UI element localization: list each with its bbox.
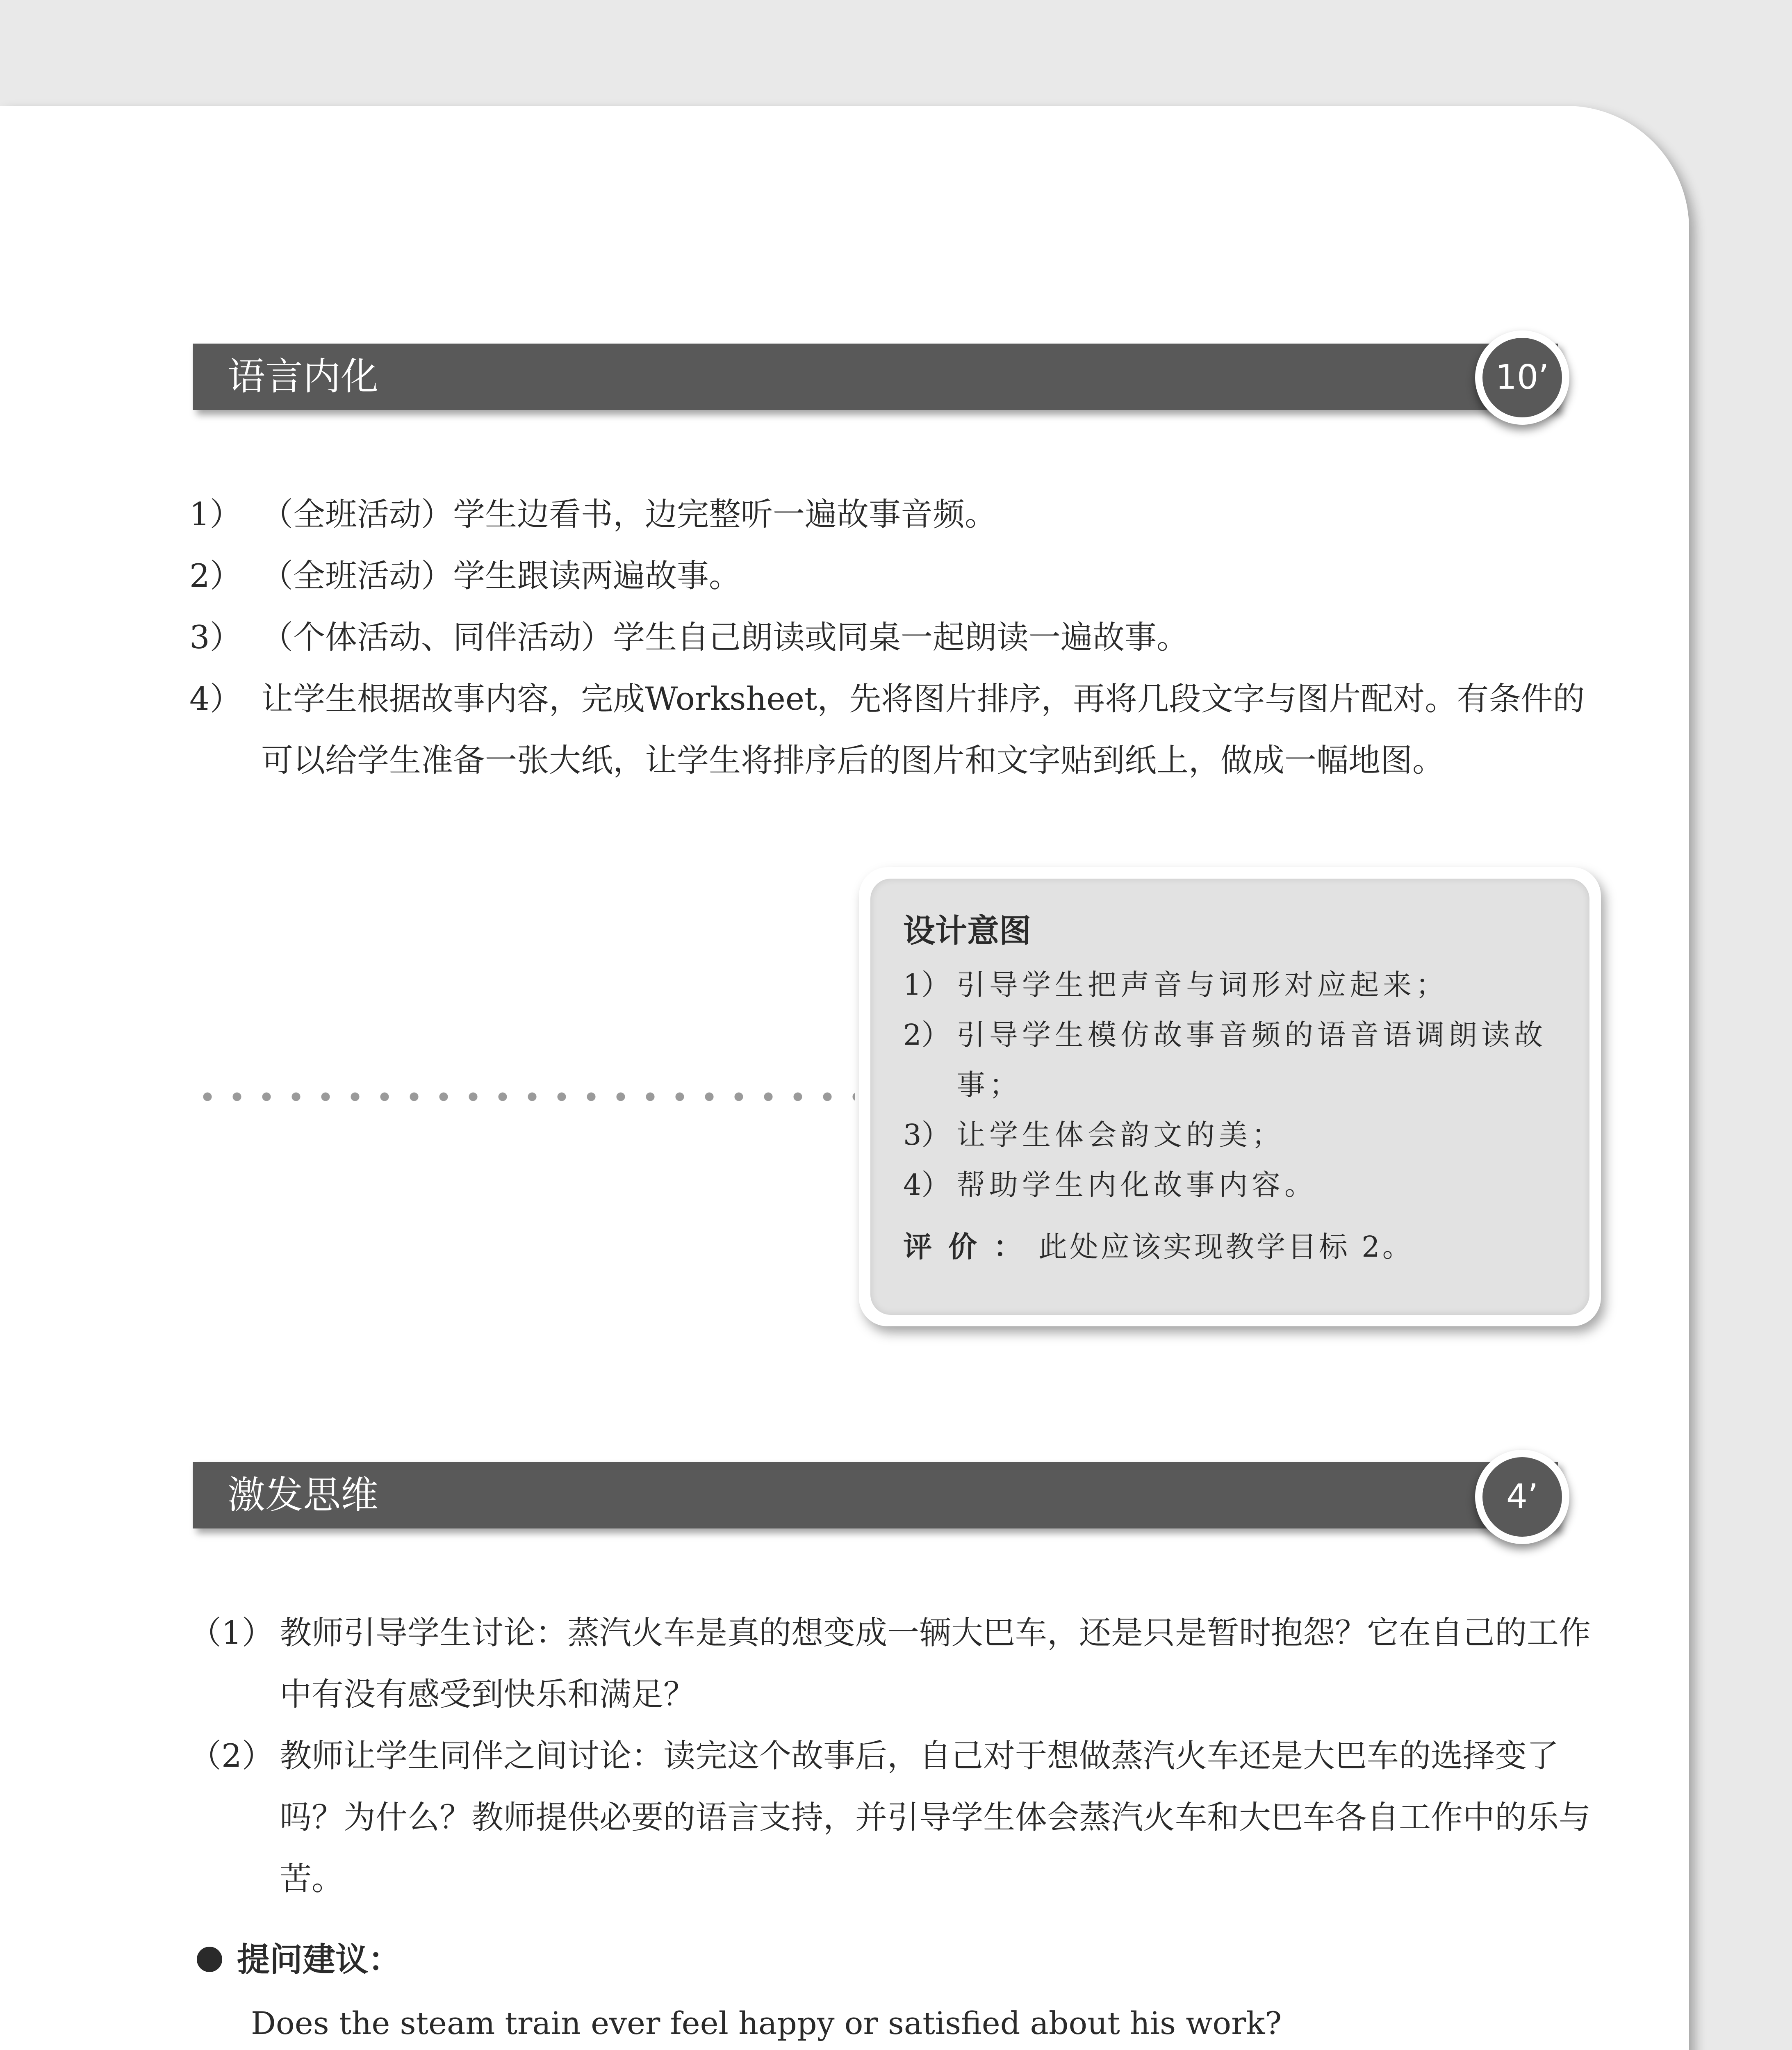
bullet-icon — [197, 1947, 222, 1972]
list-item — [189, 668, 1608, 791]
list-item — [189, 1602, 1608, 1725]
design-item-text: 引导学生模仿故事音频的语音语调朗读故事； — [956, 1018, 1547, 1102]
evaluation-text: 此处应该实现教学目标 2。 — [1038, 1230, 1414, 1264]
design-item-number: 1） — [903, 968, 950, 1002]
list-item-text: （个体活动、同伴活动）学生自己朗读或同桌一起朗读一遍故事。 — [261, 619, 1189, 656]
question-item: Does the steam train ever feel happy or satisfied about his work? — [251, 2005, 1282, 2041]
list-item — [189, 607, 1608, 668]
design-item — [903, 1110, 1561, 1160]
design-intent-title: 设计意图 — [903, 913, 1031, 950]
list-item-number: 3） — [189, 619, 242, 656]
section-header-language-internalization: 语言内化 — [193, 344, 1558, 410]
list-item-number: （1） — [189, 1615, 274, 1651]
time-badge-section2: 4’ — [1475, 1450, 1569, 1544]
design-item-text: 引导学生把声音与词形对应起来； — [956, 968, 1448, 1002]
design-item-number: 4） — [903, 1168, 950, 1202]
design-item-text: 帮助学生内化故事内容。 — [956, 1168, 1317, 1202]
list-item — [189, 1725, 1608, 1910]
list-item-text: 教师让学生同伴之间讨论：读完这个故事后，自己对于想做蒸汽火车还是大巴车的选择变了吗？为什么？教师提供必要的语言支持，并引导学生体会蒸汽火车和大巴车各自工作中的乐与苦。 — [280, 1738, 1591, 1897]
evaluation-line — [903, 1222, 1561, 1271]
list-item-number: 2） — [189, 558, 242, 594]
section1-list — [189, 484, 1608, 791]
design-item-number: 2） — [903, 1018, 950, 1052]
design-item — [903, 960, 1561, 1010]
design-intent-box — [859, 867, 1601, 1326]
dotted-connector — [193, 1091, 855, 1103]
list-item-number: 1） — [189, 496, 242, 533]
list-item-number: 4） — [189, 681, 242, 718]
design-item-text: 让学生体会韵文的美； — [956, 1118, 1284, 1152]
design-item-number: 3） — [903, 1118, 950, 1152]
evaluation-label: 评价： — [903, 1230, 1038, 1264]
list-item-number: （2） — [189, 1738, 274, 1774]
design-item — [903, 1160, 1561, 1210]
design-intent-list — [903, 960, 1561, 1210]
question-heading-label: 提问建议： — [237, 1941, 401, 1979]
section2-list — [189, 1602, 1608, 1910]
question-suggestions-heading — [197, 1933, 401, 1986]
time-badge-section1: 10’ — [1475, 330, 1569, 425]
list-item-text: 教师引导学生讨论：蒸汽火车是真的想变成一辆大巴车，还是只是暂时抱怨？它在自己的工作中有没有感受到快乐和满足？ — [280, 1615, 1591, 1713]
section-header-stimulate-thinking: 激发思维 — [193, 1462, 1558, 1528]
design-item — [903, 1010, 1561, 1110]
list-item — [189, 484, 1608, 545]
list-item-text: （全班活动）学生跟读两遍故事。 — [261, 558, 741, 594]
list-item — [189, 545, 1608, 607]
list-item-text: 让学生根据故事内容，完成Worksheet，先将图片排序，再将几段文字与图片配对。有条件的可以给学生准备一张大纸，让学生将排序后的图片和文字贴到纸上，做成一幅地图。 — [261, 681, 1585, 779]
list-item-text: （全班活动）学生边看书，边完整听一遍故事音频。 — [261, 496, 997, 533]
design-intent-panel — [870, 879, 1589, 1315]
question-list — [251, 1993, 1367, 2050]
